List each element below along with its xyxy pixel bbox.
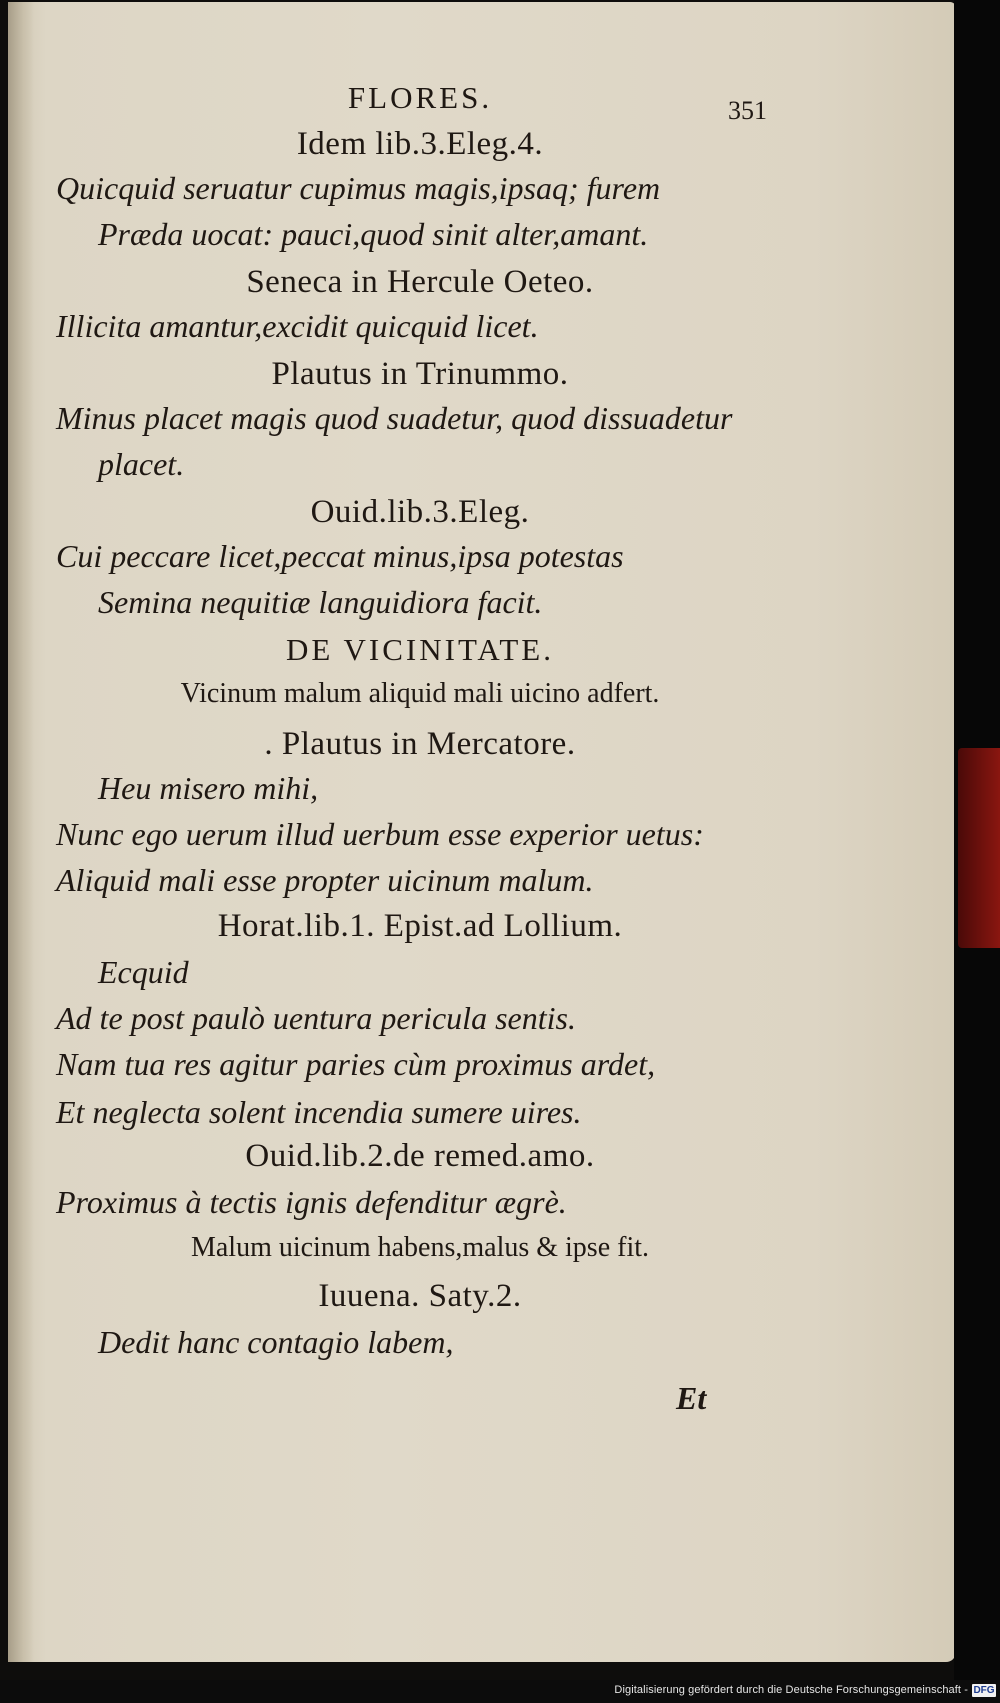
source-heading: Ouid.lib.2.de remed.amo. (245, 1138, 595, 1174)
verse-line: Aliquid mali esse propter uicinum malum. (56, 862, 594, 898)
verse-line: Quicquid seruatur cupimus magis,ipsaq; furem (56, 170, 661, 206)
running-head: FLORES. (347, 80, 493, 115)
catchword: Et (676, 1380, 707, 1416)
section-title: DE VICINITATE. (286, 632, 554, 667)
footer-bar (0, 1680, 1000, 1703)
verse-line: Præda uocat: pauci,quod sinit alter,amant. (98, 216, 649, 252)
verse-line: Nunc ego uerum illud uerbum esse experior uetus: (56, 816, 704, 852)
source-heading: Seneca in Hercule Oeteo. (246, 264, 594, 300)
source-heading: Horat.lib.1. Epist.ad Lollium. (217, 908, 623, 944)
page-gutter-shadow (8, 2, 34, 1662)
source-heading: Iuuena. Saty.2. (318, 1278, 522, 1314)
footer-credit: Digitalisierung gefördert durch die Deutsche Forschungsgemeinschaft - (614, 1684, 968, 1696)
source-heading: Idem lib.3.Eleg.4. (296, 126, 544, 162)
page-number: 351 (728, 96, 767, 125)
verse-line: Ad te post paulò uentura pericula sentis. (56, 1000, 576, 1036)
verse-line: Heu misero mihi, (98, 770, 319, 806)
verse-line: Dedit hanc contagio labem, (98, 1324, 454, 1360)
source-heading: Plautus in Trinummo. (271, 356, 569, 392)
verse-line: Semina nequitiæ languidiora facit. (98, 584, 543, 620)
verse-line: Illicita amantur,excidit quicquid licet. (56, 308, 539, 344)
dfg-logo: DFG (973, 1685, 995, 1696)
verse-line: Et neglecta solent incendia sumere uires. (56, 1094, 582, 1130)
verse-line: Proximus à tectis ignis defenditur ægrè. (56, 1184, 567, 1220)
verse-line: Cui peccare licet,peccat minus,ipsa potestas (56, 538, 624, 574)
source-heading: Ouid.lib.3.Eleg. (310, 494, 530, 530)
verse-line: Ecquid (98, 954, 189, 990)
proverb-line: Vicinum malum aliquid mali uicino adfert. (180, 678, 660, 709)
ribbon-marker (958, 748, 1000, 948)
source-heading: . Plautus in Mercatore. (264, 726, 576, 762)
verse-line: Nam tua res agitur paries cùm proximus ardet, (56, 1046, 656, 1082)
verse-line: Minus placet magis quod suadetur, quod dissuadetur (56, 400, 733, 436)
proverb-line: Malum uicinum habens,malus & ipse fit. (190, 1232, 650, 1263)
verse-line: placet. (98, 446, 185, 482)
